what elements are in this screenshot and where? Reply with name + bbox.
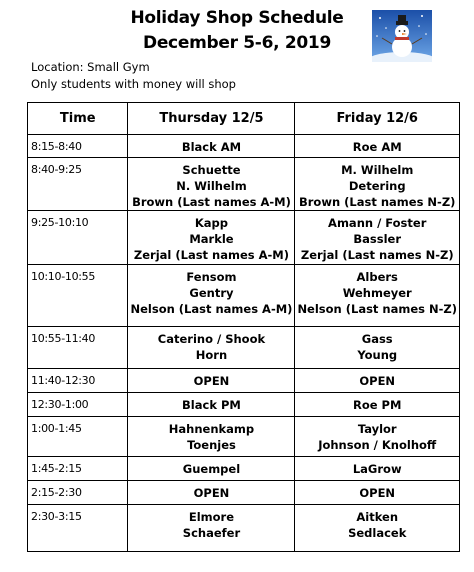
thursday-class-entry: Schaefer bbox=[182, 526, 241, 540]
thursday-class-entry: Kapp bbox=[194, 216, 229, 230]
table-header-row bbox=[28, 103, 460, 135]
schedule-table bbox=[27, 102, 460, 552]
friday-class-entry: Nelson (Last names N-Z) bbox=[297, 302, 457, 316]
thursday-cell bbox=[128, 369, 295, 393]
friday-class-entry: Detering bbox=[348, 179, 406, 193]
thursday-class-entry: Black PM bbox=[182, 398, 241, 412]
friday-class-entry: Sedlacek bbox=[348, 526, 407, 540]
friday-cell bbox=[295, 265, 460, 327]
thursday-cell bbox=[128, 211, 295, 265]
thursday-class-entry: Horn bbox=[195, 348, 228, 362]
thursday-class-entry: Gentry bbox=[189, 286, 234, 300]
table-row bbox=[28, 327, 460, 369]
time-slot: 1:00-1:45 bbox=[28, 417, 128, 457]
time-slot: 10:10-10:55 bbox=[28, 265, 128, 327]
table-row bbox=[28, 393, 460, 417]
thursday-class-entry: Elmore bbox=[188, 510, 235, 524]
thursday-cell bbox=[128, 481, 295, 505]
thursday-cell bbox=[128, 393, 295, 417]
friday-class-entry: Aitken bbox=[356, 510, 399, 524]
friday-cell bbox=[295, 481, 460, 505]
time-slot: 9:25-10:10 bbox=[28, 211, 128, 265]
thursday-cell bbox=[128, 135, 295, 158]
friday-class-entry: Roe PM bbox=[353, 398, 402, 412]
time-slot: 2:15-2:30 bbox=[28, 481, 128, 505]
friday-cell bbox=[295, 327, 460, 369]
friday-class-entry: OPEN bbox=[359, 486, 396, 500]
thursday-class-entry: Guempel bbox=[182, 462, 241, 476]
time-slot: 1:45-2:15 bbox=[28, 457, 128, 481]
time-slot: 10:55-11:40 bbox=[28, 327, 128, 369]
thursday-cell bbox=[128, 417, 295, 457]
friday-class-entry: Johnson / Knolhoff bbox=[318, 438, 437, 452]
thursday-cell bbox=[128, 265, 295, 327]
friday-class-entry: Taylor bbox=[357, 422, 397, 436]
thursday-class-entry: Caterino / Shook bbox=[157, 332, 266, 346]
friday-cell bbox=[295, 369, 460, 393]
thursday-class-entry: Brown (Last names A-M) bbox=[132, 195, 291, 209]
friday-class-entry: LaGrow bbox=[352, 462, 402, 476]
friday-class-entry: Bassler bbox=[353, 232, 402, 246]
snowman-icon bbox=[372, 10, 432, 62]
friday-cell bbox=[295, 393, 460, 417]
table-row bbox=[28, 505, 460, 552]
thursday-class-entry: OPEN bbox=[193, 374, 230, 388]
thursday-class-entry: OPEN bbox=[193, 486, 230, 500]
friday-class-entry: Brown (Last names N-Z) bbox=[299, 195, 456, 209]
friday-class-entry: M. Wilhelm bbox=[341, 163, 414, 177]
friday-cell bbox=[295, 135, 460, 158]
friday-cell bbox=[295, 417, 460, 457]
table-row bbox=[28, 211, 460, 265]
thursday-class-entry: Hahnenkamp bbox=[168, 422, 255, 436]
thursday-class-entry: Zerjal (Last names A-M) bbox=[133, 248, 290, 262]
friday-class-entry: OPEN bbox=[359, 374, 396, 388]
shopping-note: Only students with money will shop bbox=[31, 77, 236, 91]
table-row bbox=[28, 457, 460, 481]
thursday-cell bbox=[128, 457, 295, 481]
column-header-time: Time bbox=[28, 103, 128, 135]
friday-cell bbox=[295, 158, 460, 211]
friday-class-entry: Zerjal (Last names N-Z) bbox=[300, 248, 454, 262]
friday-class-entry: Wehmeyer bbox=[342, 286, 412, 300]
time-slot: 8:15-8:40 bbox=[28, 135, 128, 158]
friday-class-entry: Young bbox=[357, 348, 398, 362]
thursday-cell bbox=[128, 327, 295, 369]
thursday-class-entry: Nelson (Last names A-M) bbox=[130, 302, 293, 316]
thursday-class-entry: Markle bbox=[189, 232, 234, 246]
friday-class-entry: Albers bbox=[356, 270, 398, 284]
friday-cell bbox=[295, 457, 460, 481]
friday-cell bbox=[295, 211, 460, 265]
table-row bbox=[28, 417, 460, 457]
friday-class-entry: Amann / Foster bbox=[328, 216, 427, 230]
thursday-cell bbox=[128, 505, 295, 552]
thursday-cell bbox=[128, 158, 295, 211]
friday-cell bbox=[295, 505, 460, 552]
time-slot: 11:40-12:30 bbox=[28, 369, 128, 393]
thursday-class-entry: Toenjes bbox=[187, 438, 236, 452]
page-title: Holiday Shop Schedule bbox=[130, 8, 344, 28]
page-subtitle-dates: December 5-6, 2019 bbox=[143, 33, 331, 53]
table-row bbox=[28, 265, 460, 327]
thursday-class-entry: Schuette bbox=[182, 163, 241, 177]
thursday-class-entry: N. Wilhelm bbox=[176, 179, 247, 193]
table-row bbox=[28, 369, 460, 393]
thursday-class-entry: Fensom bbox=[186, 270, 237, 284]
friday-class-entry: Gass bbox=[361, 332, 393, 346]
friday-class-entry: Roe AM bbox=[352, 140, 402, 154]
thursday-class-entry: Black AM bbox=[181, 140, 242, 154]
location-text: Location: Small Gym bbox=[31, 60, 150, 74]
table-row bbox=[28, 135, 460, 158]
table-row bbox=[28, 481, 460, 505]
column-header-thursday: Thursday 12/5 bbox=[128, 103, 295, 135]
column-header-friday: Friday 12/6 bbox=[295, 103, 460, 135]
schedule-body bbox=[28, 135, 460, 552]
time-slot: 12:30-1:00 bbox=[28, 393, 128, 417]
time-slot: 2:30-3:15 bbox=[28, 505, 128, 552]
table-row bbox=[28, 158, 460, 211]
time-slot: 8:40-9:25 bbox=[28, 158, 128, 211]
